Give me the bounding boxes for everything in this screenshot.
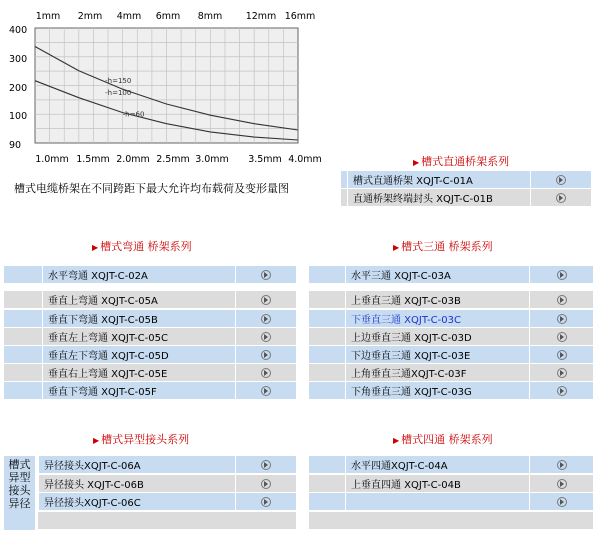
triangle-icon: ▶ <box>393 243 400 252</box>
circle-arrow-icon <box>261 350 271 360</box>
y-tick-label: 400 <box>9 25 28 36</box>
row-marker <box>4 291 42 308</box>
section-title-elbow: ▶ 槽式弯通 桥架系列 <box>92 240 192 253</box>
y-tick-label: 300 <box>9 54 28 65</box>
x-tick-label: 4.0mm <box>288 154 322 165</box>
product-link[interactable] <box>345 493 529 510</box>
curve-label: -h=60 <box>122 110 145 119</box>
arrow-button[interactable] <box>530 189 591 206</box>
chart-grid <box>35 28 298 143</box>
row-marker <box>309 493 345 510</box>
circle-arrow-icon <box>261 368 271 378</box>
triangle-icon: ▶ <box>413 158 420 167</box>
row-marker <box>309 328 345 345</box>
product-link[interactable]: 上垂直四通 XQJT-C-04B <box>345 475 529 492</box>
arrow-button[interactable] <box>529 364 593 381</box>
empty-row <box>38 512 296 529</box>
product-link[interactable]: 下角垂直三通 XQJT-C-03G <box>345 382 529 399</box>
table-row[interactable] <box>309 493 593 510</box>
table-row[interactable] <box>309 266 593 283</box>
table-row[interactable] <box>309 291 593 308</box>
table-row[interactable] <box>309 310 593 327</box>
x-tick-label: 2.5mm <box>156 154 190 165</box>
row-marker <box>4 346 42 363</box>
empty-row <box>309 512 593 529</box>
table-row[interactable] <box>4 328 296 345</box>
arrow-button[interactable] <box>529 346 593 363</box>
triangle-icon: ▶ <box>92 243 99 252</box>
circle-arrow-icon <box>557 350 567 360</box>
load-chart <box>0 0 330 170</box>
chart-title: 槽式电缆桥架在不同跨距下最大允许均布载荷及变形量图 <box>14 182 289 195</box>
circle-arrow-icon <box>557 270 567 280</box>
circle-arrow-icon <box>557 314 567 324</box>
table-row[interactable] <box>38 493 296 510</box>
arrow-button[interactable] <box>529 493 593 510</box>
y-tick-label: 90 <box>9 140 22 151</box>
circle-arrow-icon <box>557 497 567 507</box>
product-link[interactable]: 直通桥架终端封头 XQJT-C-01B <box>347 189 530 206</box>
arrow-button[interactable] <box>529 328 593 345</box>
table-row[interactable] <box>341 171 591 188</box>
product-link[interactable]: 垂直右上弯通 XQJT-C-05E <box>42 364 235 381</box>
x-tick-label: 2.0mm <box>116 154 150 165</box>
curve-label: -h=100 <box>105 88 132 97</box>
circle-arrow-icon <box>261 460 271 470</box>
arrow-button[interactable] <box>235 493 296 510</box>
product-link[interactable]: 下边垂直三通 XQJT-C-03E <box>345 346 529 363</box>
arrow-button[interactable] <box>529 266 593 283</box>
top-tick-label: 2mm <box>77 11 103 22</box>
product-link[interactable]: 水平三通 XQJT-C-03A <box>345 266 529 283</box>
table-row[interactable] <box>38 456 296 473</box>
row-marker <box>309 364 345 381</box>
circle-arrow-icon <box>557 460 567 470</box>
row-marker <box>309 266 345 283</box>
arrow-button[interactable] <box>235 456 296 473</box>
triangle-icon: ▶ <box>393 436 400 445</box>
circle-arrow-icon <box>261 479 271 489</box>
arrow-button[interactable] <box>235 475 296 492</box>
product-link[interactable]: 上角垂直三通XQJT-C-03F <box>345 364 529 381</box>
row-marker <box>4 382 42 399</box>
table-row[interactable] <box>309 382 593 399</box>
table-row[interactable] <box>309 364 593 381</box>
row-marker <box>4 328 42 345</box>
circle-arrow-icon <box>261 497 271 507</box>
arrow-button[interactable] <box>529 382 593 399</box>
product-link[interactable]: 垂直上弯通 XQJT-C-05A <box>42 291 235 308</box>
y-tick-label: 100 <box>9 111 28 122</box>
product-link[interactable]: 水平四通XQJT-C-04A <box>345 456 529 473</box>
table-row[interactable] <box>309 328 593 345</box>
product-link[interactable]: 上垂直三通 XQJT-C-03B <box>345 291 529 308</box>
top-tick-label: 4mm <box>116 11 142 22</box>
x-tick-label: 3.0mm <box>195 154 229 165</box>
y-tick-label: 200 <box>9 83 28 94</box>
x-tick-label: 1.0mm <box>35 154 69 165</box>
top-tick-label: 12mm <box>245 11 277 22</box>
circle-arrow-icon <box>557 332 567 342</box>
row-marker <box>4 364 42 381</box>
row-marker <box>309 382 345 399</box>
top-tick-label: 6mm <box>155 11 181 22</box>
x-tick-label: 3.5mm <box>248 154 282 165</box>
circle-arrow-icon <box>557 386 567 396</box>
circle-arrow-icon <box>261 332 271 342</box>
table-row[interactable] <box>341 189 591 206</box>
top-tick-label: 8mm <box>197 11 223 22</box>
product-link[interactable]: 异径接头 XQJT-C-06B <box>38 475 235 492</box>
product-link[interactable]: 水平弯通 XQJT-C-02A <box>42 266 235 283</box>
x-tick-label: 1.5mm <box>76 154 110 165</box>
table-row[interactable] <box>4 266 296 283</box>
row-marker <box>4 266 42 283</box>
circle-arrow-icon <box>261 295 271 305</box>
arrow-button[interactable] <box>235 328 296 345</box>
table-row[interactable] <box>309 456 593 473</box>
table-row[interactable] <box>4 291 296 308</box>
section-title-cross: ▶ 槽式四通 桥架系列 <box>393 433 493 446</box>
row-marker <box>309 310 345 327</box>
row-marker <box>4 310 42 327</box>
row-marker <box>309 346 345 363</box>
triangle-icon: ▶ <box>93 436 100 445</box>
product-link[interactable]: 垂直左下弯通 XQJT-C-05D <box>42 346 235 363</box>
arrow-button[interactable] <box>235 364 296 381</box>
row-marker <box>309 475 345 492</box>
top-tick-label: 16mm <box>284 11 316 22</box>
circle-arrow-icon <box>261 314 271 324</box>
arrow-button[interactable] <box>529 456 593 473</box>
arrow-button[interactable] <box>235 310 296 327</box>
section-title-tee: ▶ 槽式三通 桥架系列 <box>393 240 493 253</box>
product-link[interactable]: 异径接头XQJT-C-06A <box>38 456 235 473</box>
row-marker <box>309 456 345 473</box>
arrow-button[interactable] <box>235 346 296 363</box>
arrow-button[interactable] <box>235 291 296 308</box>
product-link[interactable]: 槽式直通桥架 XQJT-C-01A <box>347 171 530 188</box>
arrow-button[interactable] <box>235 382 296 399</box>
table-row[interactable] <box>4 382 296 399</box>
circle-arrow-icon <box>556 175 566 185</box>
circle-arrow-icon <box>261 386 271 396</box>
circle-arrow-icon <box>557 368 567 378</box>
row-marker <box>309 291 345 308</box>
circle-arrow-icon <box>261 270 271 280</box>
product-link[interactable]: 异径接头XQJT-C-06C <box>38 493 235 510</box>
product-link[interactable]: 下垂直三通 XQJT-C-03C <box>345 310 529 327</box>
table-row[interactable] <box>4 364 296 381</box>
arrow-button[interactable] <box>529 475 593 492</box>
product-link[interactable]: 垂直下弯通 XQJT-C-05F <box>42 382 235 399</box>
circle-arrow-icon <box>557 479 567 489</box>
curve-label: -h=150 <box>105 76 132 85</box>
top-tick-label: 1mm <box>35 11 61 22</box>
section-title-reducer: ▶ 槽式异型接头系列 <box>93 433 190 446</box>
product-link[interactable]: 垂直左上弯通 XQJT-C-05C <box>42 328 235 345</box>
arrow-button[interactable] <box>235 266 296 283</box>
table-row[interactable] <box>4 310 296 327</box>
table-row[interactable] <box>309 475 593 492</box>
table-row[interactable] <box>38 475 296 492</box>
circle-arrow-icon <box>556 193 566 203</box>
arrow-button[interactable] <box>529 310 593 327</box>
product-link[interactable]: 上边垂直三通 XQJT-C-03D <box>345 328 529 345</box>
reducer-side-label: 槽式异型接头异径 <box>4 456 35 530</box>
table-row[interactable] <box>4 346 296 363</box>
table-row[interactable] <box>309 346 593 363</box>
section-title-straight: ▶ 槽式直通桥架系列 <box>413 155 510 168</box>
arrow-button[interactable] <box>530 171 591 188</box>
circle-arrow-icon <box>557 295 567 305</box>
product-link[interactable]: 垂直下弯通 XQJT-C-05B <box>42 310 235 327</box>
arrow-button[interactable] <box>529 291 593 308</box>
